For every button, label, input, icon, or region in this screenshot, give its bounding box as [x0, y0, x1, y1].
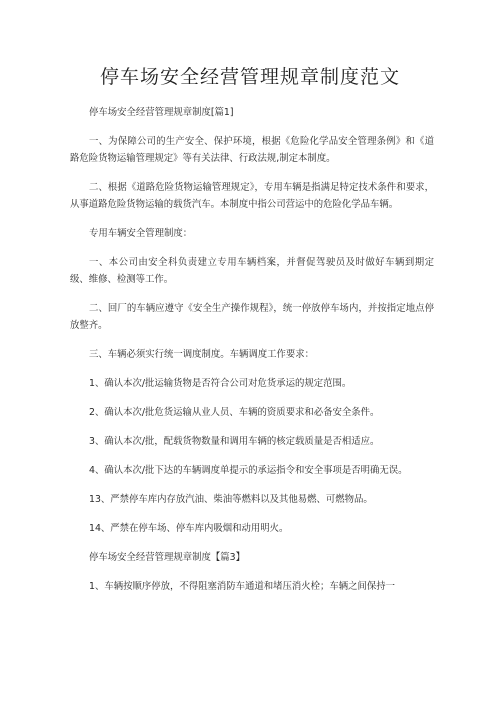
- paragraph: 三、车辆必须实行统一调度制度。车辆调度工作要求：: [89, 349, 315, 360]
- paragraph: 二、根据《道路危险货物运输管理规定》，专用车辆是指满足特定技术条件和要求，从事道路危险货物运输的载货汽车。本制度中指公司营运中的危险化学品车辆。: [70, 182, 434, 210]
- list-item: 13、严禁停车库内存放汽油、柴油等燃料以及其他易燃、可燃物品。: [89, 494, 373, 505]
- document-title: 停车场安全经营管理规章制度范文: [99, 66, 400, 88]
- paragraph: 一、本公司由安全科负责建立专用车辆档案，并督促驾驶员及时做好车辆到期定级、维修、检测等工作。: [70, 257, 434, 285]
- list-item: 2、确认本次/批危货运输从业人员、车辆的资质要求和必备安全条件。: [89, 407, 380, 418]
- list-item: 14、严禁在停车场、停车库内吸烟和动用明火。: [89, 523, 289, 534]
- list-item: 1、车辆按顺序停放，不得阻塞消防车通道和堵压消火栓；车辆之间保持一: [89, 581, 395, 592]
- paragraph: 一、为保障公司的生产安全、保护环境，根据《危险化学品安全管理条例》和《道路危险货物运输管理规定》等有关法律、行政法规,制定本制度。: [70, 136, 434, 164]
- document-body: [70, 104, 434, 607]
- section-heading: 停车场安全经营管理规章制度[篇1]: [89, 107, 234, 118]
- list-item: 3、确认本次/批，配载货物数量和调用车辆的核定载质量是否相适应。: [89, 436, 380, 447]
- list-item: 4、确认本次/批下达的车辆调度单提示的承运指令和安全事项是否明确无误。: [89, 465, 408, 476]
- paragraph: 二、回厂的车辆应遵守《安全生产操作规程》，统一停放停车场内，并按指定地点停放整齐。: [70, 303, 434, 331]
- subheading: 专用车辆安全管理制度：: [89, 228, 193, 239]
- section-heading: 停车场安全经营管理规章制度【篇3】: [89, 552, 245, 563]
- list-item: 1、确认本次/批运输货物是否符合公司对危货承运的规定范围。: [89, 378, 352, 389]
